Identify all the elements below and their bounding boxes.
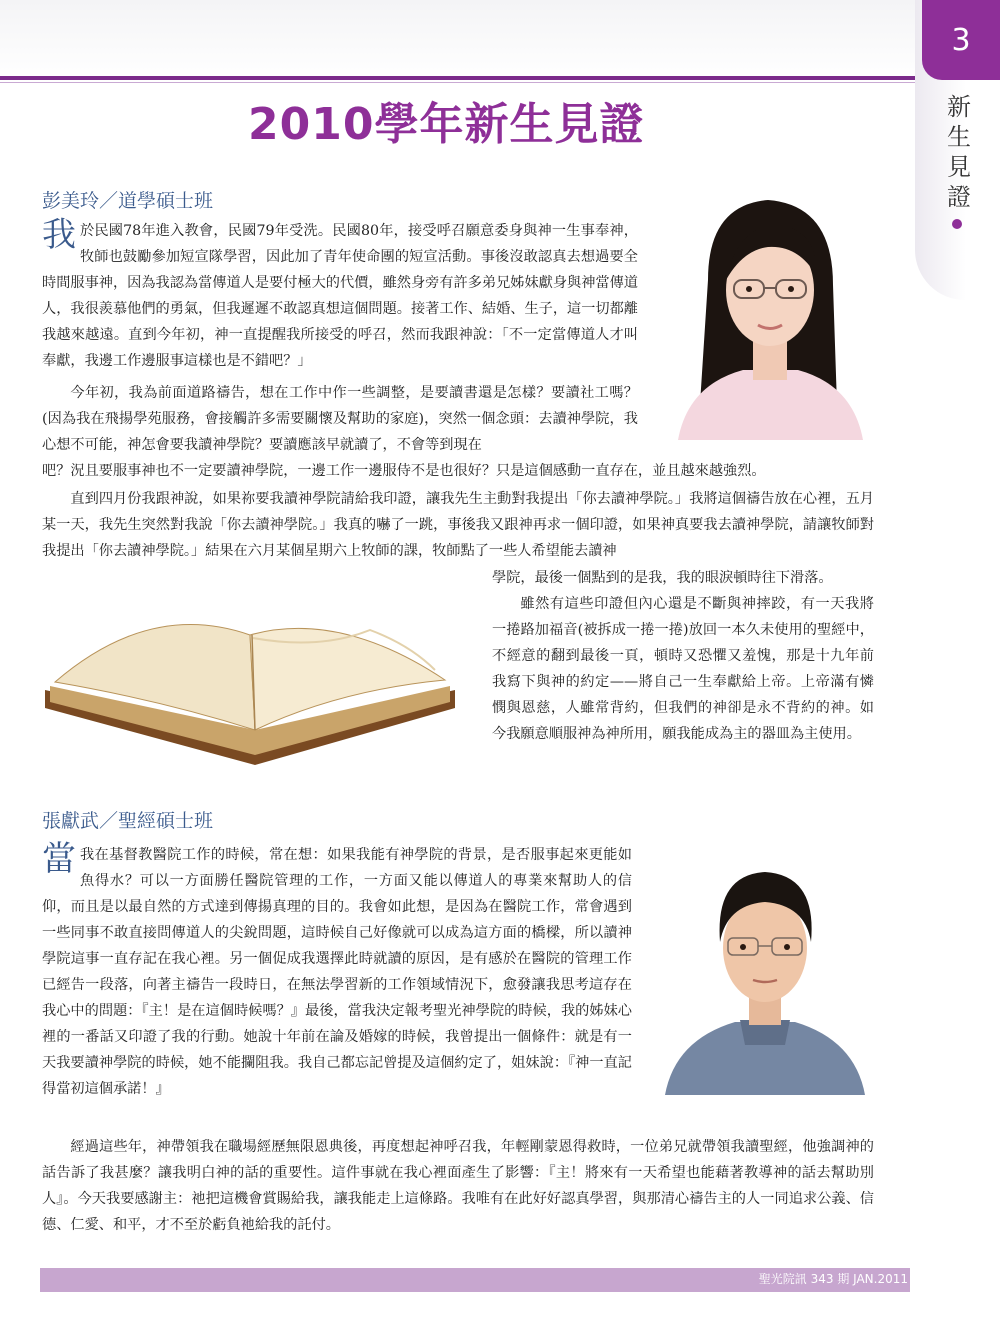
page-number: 3 (922, 0, 1000, 80)
author-heading-1: 彭美玲／道學碩士班 (42, 190, 214, 212)
dropcap-2: 當 (42, 839, 76, 879)
dropcap-1: 我 (42, 215, 76, 255)
section1-paragraph-3-cont: 學院，最後一個點到的是我，我的眼淚頓時往下滑落。 (492, 570, 833, 586)
section1-paragraph-1: 我於民國78年進入教會，民國79年受洗。民國80年，接受呼召願意委身與神一生事奉神，牧師也鼓勵參加短宣隊學習，因此加了青年使命團的短宣活動。事後沒敢認真去想過要全時間服事神，因為我認為當傳道人是要付極大的代價，雖然身旁有許多弟兄姊妹獻身與神當傳道人，我很羨慕他們的勇氣，但我遲遲不敢認真想這個問題。接著工作、結婚、生子，這一切都離我越來越遠。直到今年初，神一直提醒我所接受的呼召，然而我跟神說：「不一定當傳道人才叫奉獻，我邊工作邊服事這樣也是不錯吧？」 (42, 215, 638, 369)
author-heading-2: 張獻武／聖經碩士班 (42, 810, 214, 832)
section1-paragraph-2: 今年初，我為前面道路禱告，想在工作中作一些調整，是要讀書還是怎樣？要讀社工嗎？(因為我在飛揚學苑服務，會接觸許多需要關懷及幫助的家庭)，突然一個念頭：去讀神學院，我心想不可能，神怎會要我讀神學院？要讀應該早就讀了，不會等到現在 (42, 385, 638, 453)
header-band (0, 0, 1000, 80)
section1-paragraph-2-cont: 吧？況且要服事神也不一定要讀神學院，一邊工作一邊服侍不是也很好？只是這個感動一直存在，並且越來越強烈。 (42, 463, 766, 479)
section2-paragraph-1: 當我在基督教醫院工作的時候，常在想：如果我能有神學院的背景，是否服事起來更能如魚得水？可以一方面勝任醫院管理的工作，一方面又能以傳道人的專業來幫助人的信仰，而且是以最自然的方式達到傳揚真理的目的。我會如此想，是因為在醫院工作，常會遇到一些同事不敢直接問傳道人的尖銳問題，這時候自己好像就可以成為這方面的橋樑，所以讀神學院這事一直存記在我心裡。另一個促成我選擇此時就讀的原因，是有感於在醫院的管理工作已經告一段落，向著主禱告一段時日，在無法學習新的工作領域情況下，愈發讓我思考這存在我心中的問題：『主！是在這個時候嗎？』最後，當我決定報考聖光神學院的時候，我的姊妹心裡的一番話又印證了我的行動。她說十年前在論及婚嫁的時候，我曾提出一個條件：就是有一天我要讀神學院的時候，她不能攔阻我。我自己都忘記曾提及這個約定了，姐妹說：『神一直記得當初這個承諾！』 (42, 839, 632, 1097)
page-title: 2010學年新生見證 (248, 99, 645, 150)
section2-paragraph-2: 經過這些年，神帶領我在職場經歷無限恩典後，再度想起神呼召我，年輕剛蒙恩得救時，一位弟兄就帶領我讀聖經，他強調神的話告訴了我甚麼？讓我明白神的話的重要性。這件事就在我心裡面產生了影響：『主！將來有一天希望也能藉著教導神的話去幫助別人』。今天我要感謝主：祂把這機會賞賜給我，讓我能走上這條路。我唯有在此好好認真學習，與那清心禱告主的人一同追求公義、信德、仁愛、和平，才不至於虧負祂給我的託付。 (42, 1139, 874, 1233)
portrait-photo-man (665, 850, 865, 1095)
section-dot (952, 219, 962, 229)
section1-paragraph-4: 雖然有這些印證但內心還是不斷與神摔跤，有一天我將一捲路加福音(被拆成一捲一捲)放回一本久未使用的聖經中，不經意的翻到最後一頁，頓時又恐懼又羞愧，那是十九年前我寫下與神的約定——將自己一生奉獻給上帝。上帝滿有憐憫與恩慈，人雖常背約，但我們的神卻是永不背約的神。如今我願意順服神為神所用，願我能成為主的器皿為主使用。 (492, 596, 874, 742)
portrait-photo-woman (668, 185, 868, 440)
header-rule-thin (0, 82, 930, 83)
open-book-image (40, 590, 460, 770)
section1-paragraph-3: 直到四月份我跟神說，如果祢要我讀神學院請給我印證，讓我先生主動對我提出「你去讀神學院。」我將這個禱告放在心裡，五月某一天，我先生突然對我說「你去讀神學院。」我真的嚇了一跳，事後我又跟神再求一個印證，如果神真要我去讀神學院，請讓牧師對我提出「你去讀神學院。」結果在六月某個星期六上牧師的課，牧師點了一些人希望能去讀神 (42, 491, 874, 559)
section-label: 新生見證 (947, 93, 971, 211)
footer-issue: 聖光院訊 343 期 JAN.2011 (758, 1272, 908, 1286)
header-rule (0, 76, 930, 80)
